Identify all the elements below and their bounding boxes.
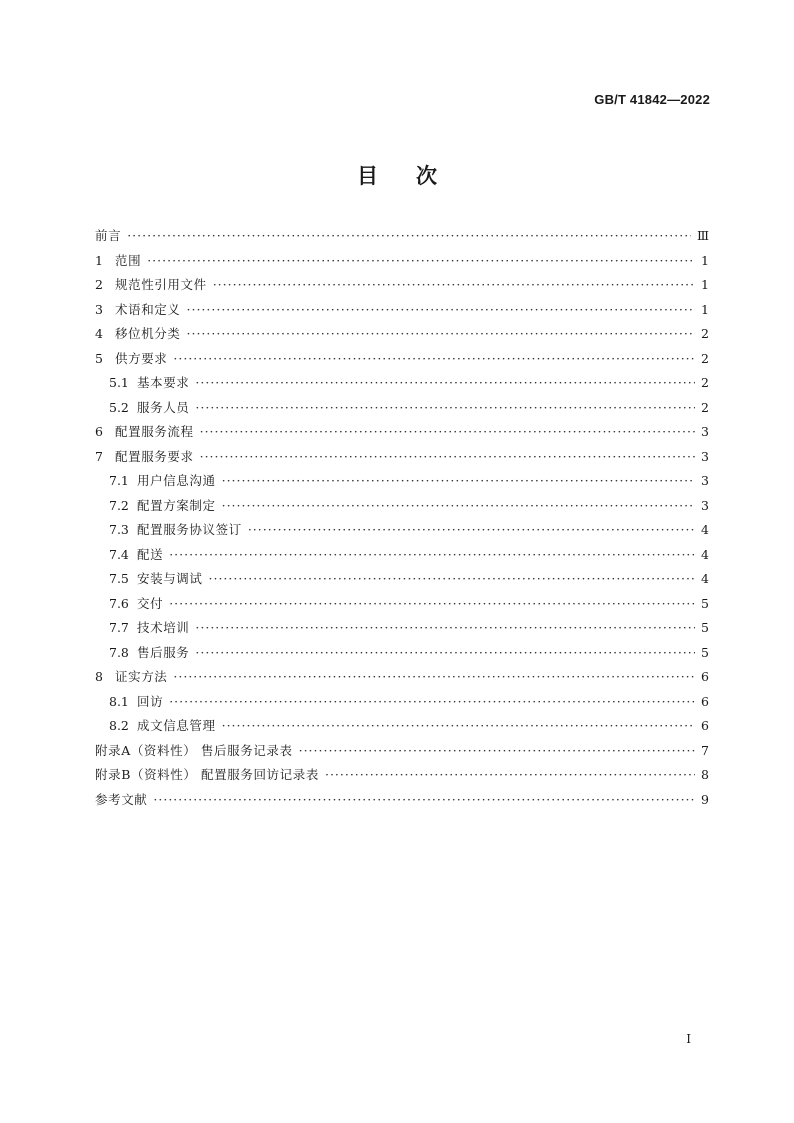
toc-entry-page: 2	[701, 399, 709, 415]
toc-entry-label: 供方要求	[115, 350, 168, 366]
toc-entry-number: 8.2	[109, 718, 129, 733]
toc-entry-page: 3	[701, 497, 709, 513]
toc-entry[interactable]	[95, 569, 709, 594]
toc-entry-label: 配置方案制定	[137, 497, 216, 513]
toc-entry-label: 移位机分类	[115, 326, 181, 341]
toc-entry-page: 3	[701, 424, 709, 439]
toc-entry-label: 技术培训	[137, 620, 190, 635]
table-of-contents	[95, 226, 709, 814]
toc-leader-dots	[222, 498, 695, 513]
toc-leader-dots	[213, 277, 695, 292]
toc-leader-dots	[200, 424, 695, 439]
toc-leader-dots	[299, 743, 695, 758]
toc-entry[interactable]	[95, 275, 709, 300]
toc-entry[interactable]	[95, 251, 709, 276]
standard-code: GB/T 41842—2022	[594, 92, 710, 107]
toc-entry[interactable]	[95, 226, 709, 251]
toc-entry[interactable]	[95, 471, 709, 496]
toc-leader-dots	[200, 449, 695, 464]
toc-leader-dots	[195, 375, 695, 390]
toc-leader-dots	[325, 767, 695, 782]
toc-leader-dots	[209, 571, 695, 586]
toc-entry-label: 用户信息沟通	[137, 473, 216, 488]
toc-entry-page: 3	[701, 448, 709, 464]
toc-entry-number: 6	[95, 424, 103, 439]
toc-entry[interactable]	[95, 398, 709, 423]
toc-entry-label: 前言	[95, 228, 122, 243]
toc-leader-dots	[222, 473, 695, 488]
toc-entry[interactable]	[95, 373, 709, 398]
toc-entry-label: 范围	[115, 252, 142, 268]
toc-entry-label: 成文信息管理	[137, 718, 216, 733]
toc-leader-dots	[187, 302, 695, 317]
toc-entry-number: 1	[95, 252, 103, 268]
toc-entry-page: 3	[701, 473, 709, 488]
toc-entry-page: 2	[701, 375, 709, 390]
toc-entry-number: 5.1	[109, 375, 129, 390]
toc-entry-label: 参考文献	[95, 791, 148, 807]
toc-entry-label: 术语和定义	[115, 301, 181, 317]
toc-entry-label: 规范性引用文件	[115, 277, 207, 292]
toc-leader-dots	[147, 253, 695, 268]
toc-entry-number: 7.8	[109, 644, 129, 660]
toc-entry-number: 5.2	[109, 399, 129, 415]
toc-entry-label: 证实方法	[115, 669, 168, 684]
toc-leader-dots	[169, 547, 695, 562]
toc-entry[interactable]	[95, 667, 709, 692]
toc-entry-label: 配置服务流程	[115, 424, 194, 439]
toc-entry[interactable]	[95, 643, 709, 668]
toc-entry-label: 回访	[137, 693, 164, 709]
toc-entry[interactable]	[95, 349, 709, 374]
toc-entry-number: 8.1	[109, 693, 129, 709]
toc-leader-dots	[195, 400, 695, 415]
toc-leader-dots	[248, 522, 695, 537]
toc-entry-number: 7.1	[109, 473, 129, 488]
toc-entry[interactable]	[95, 545, 709, 570]
toc-entry-page: 6	[701, 669, 709, 684]
toc-entry-number: 7.5	[109, 571, 129, 586]
toc-entry-page: 9	[701, 791, 709, 807]
toc-entry[interactable]	[95, 692, 709, 717]
toc-leader-dots	[169, 694, 695, 709]
toc-entry-page: 1	[701, 252, 709, 268]
toc-entry-page: 4	[701, 546, 709, 562]
toc-entry[interactable]	[95, 741, 709, 766]
toc-entry-number: 3	[95, 301, 103, 317]
toc-entry-page: 4	[701, 571, 709, 586]
toc-entry[interactable]	[95, 447, 709, 472]
toc-entry-page: Ⅲ	[696, 228, 709, 243]
toc-entry-page: 6	[701, 693, 709, 709]
toc-entry-number: 7.3	[109, 522, 129, 537]
toc-entry-page: 7	[701, 742, 709, 758]
toc-entry-number: 4	[95, 326, 103, 341]
toc-entry-page: 5	[701, 620, 709, 635]
toc-entry[interactable]	[95, 618, 709, 643]
toc-entry-number: 7.4	[109, 546, 129, 562]
toc-entry-label: 交付	[137, 595, 164, 611]
toc-leader-dots	[173, 351, 695, 366]
toc-entry-label: 售后服务	[137, 644, 190, 660]
toc-entry-number: 7.2	[109, 497, 129, 513]
toc-entry-label: 附录B（资料性） 配置服务回访记录表	[95, 767, 319, 782]
page-title: 目次	[357, 164, 475, 188]
toc-entry-page: 2	[701, 350, 709, 366]
page-number: I	[686, 1032, 691, 1046]
toc-entry-label: 附录A（资料性） 售后服务记录表	[95, 742, 293, 758]
toc-leader-dots	[222, 718, 695, 733]
toc-entry-number: 2	[95, 277, 103, 292]
toc-entry[interactable]	[95, 790, 709, 815]
toc-entry-page: 1	[701, 277, 709, 292]
toc-entry-page: 4	[701, 522, 709, 537]
toc-entry[interactable]	[95, 422, 709, 447]
toc-entry-page: 6	[701, 718, 709, 733]
toc-leader-dots	[153, 792, 695, 807]
toc-entry[interactable]	[95, 324, 709, 349]
toc-entry-page: 8	[701, 767, 709, 782]
toc-leader-dots	[173, 669, 695, 684]
toc-entry-page: 5	[701, 595, 709, 611]
toc-entry-number: 7.6	[109, 595, 129, 611]
toc-entry-label: 配送	[137, 546, 164, 562]
toc-leader-dots	[127, 228, 691, 243]
toc-leader-dots	[195, 645, 695, 660]
toc-entry-number: 7.7	[109, 620, 129, 635]
toc-entry[interactable]	[95, 594, 709, 619]
toc-leader-dots	[187, 326, 695, 341]
toc-entry[interactable]	[95, 520, 709, 545]
toc-leader-dots	[169, 596, 695, 611]
toc-entry-label: 配置服务要求	[115, 448, 194, 464]
toc-entry-label: 安装与调试	[137, 571, 203, 586]
toc-entry-number: 7	[95, 448, 103, 464]
toc-entry-page: 5	[701, 644, 709, 660]
toc-entry-label: 基本要求	[137, 375, 190, 390]
toc-entry-number: 5	[95, 350, 103, 366]
toc-entry-label: 配置服务协议签订	[137, 522, 242, 537]
toc-entry[interactable]	[95, 765, 709, 790]
toc-entry-number: 8	[95, 669, 103, 684]
toc-entry[interactable]	[95, 496, 709, 521]
toc-entry[interactable]	[95, 716, 709, 741]
toc-entry-label: 服务人员	[137, 399, 190, 415]
toc-entry-page: 1	[701, 301, 709, 317]
toc-entry-page: 2	[701, 326, 709, 341]
toc-entry[interactable]	[95, 300, 709, 325]
toc-leader-dots	[195, 620, 695, 635]
